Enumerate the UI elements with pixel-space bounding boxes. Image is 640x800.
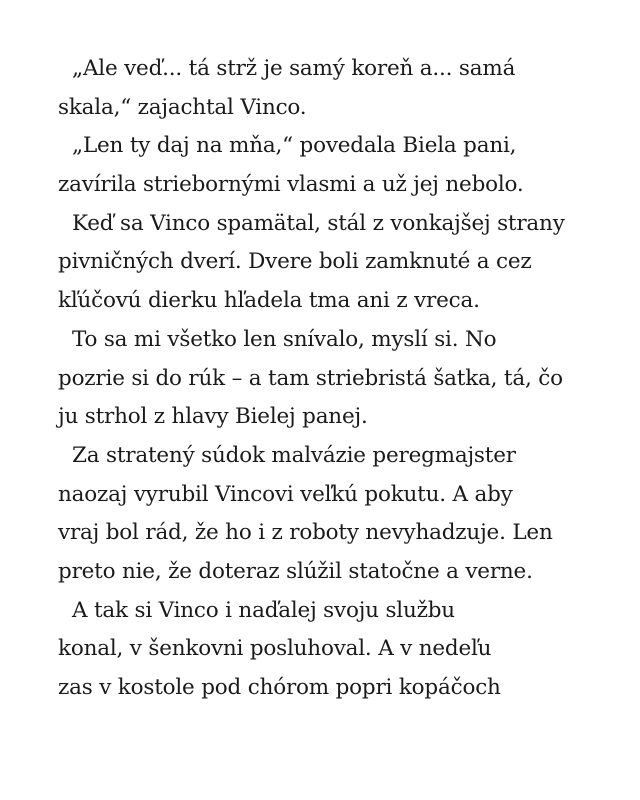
text-line: „Len ty daj na mňa,“ povedala Biela pani, (72, 133, 517, 159)
text-line: „Ale veď... tá strž je samý koreň a... samá (72, 56, 516, 81)
text-line: vraj bol rád, že ho i z roboty nevyhadzuje. Len (58, 520, 553, 546)
text-line: konal, v šenkovni posluhoval. A v nedeľu (58, 636, 492, 662)
text-line: naozaj vyrubil Vincovi veľkú pokutu. A aby (58, 481, 513, 507)
text-line: ju strhol z hlavy Bielej panej. (58, 404, 368, 430)
text-line: skala,“ zajachtal Vinco. (58, 94, 307, 120)
text-line: Keď sa Vinco spamätal, stál z vonkajšej strany (72, 210, 565, 236)
text-line: preto nie, že doteraz slúžil statočne a verne. (58, 558, 533, 584)
text-line: pivničných dverí. Dvere boli zamknuté a cez (58, 249, 532, 275)
text-line: Za stratený súdok malvázie peregmajster (72, 442, 516, 468)
text-line: kľúčovú dierku hľadela tma ani z vreca. (58, 288, 480, 314)
text-line: pozrie si do rúk – a tam striebristá šatka, tá, čo (58, 365, 563, 391)
text-line: A tak si Vinco i naďalej svoju službu (72, 597, 455, 623)
text-line: zavírila striebornými vlasmi a už jej nebolo. (58, 172, 524, 198)
text-line: To sa mi všetko len snívalo, myslí si. No (72, 326, 497, 352)
body-text (58, 50, 598, 708)
text-line: zas v kostole pod chórom popri kopáčoch (58, 675, 501, 700)
